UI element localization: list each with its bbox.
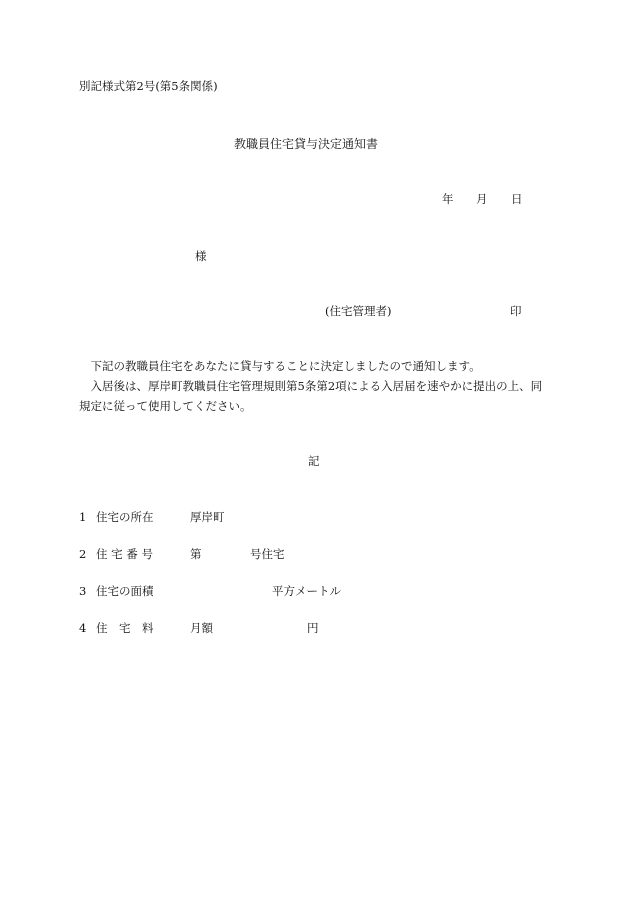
item-house-number-prefix: 第	[190, 547, 202, 561]
notes-heading: 記	[308, 454, 320, 468]
body-text	[79, 356, 551, 416]
item-number-3: 3	[79, 584, 87, 598]
item-house-number-suffix: 号住宅	[250, 547, 285, 561]
body-paragraph-1: 下記の教職員住宅をあなたに貸与することに決定しましたので通知します。	[90, 359, 481, 373]
form-reference: 別記様式第2号(第5条関係)	[79, 79, 218, 93]
item-rent-unit: 円	[307, 621, 319, 635]
item-label-location: 住宅の所在	[96, 510, 154, 524]
item-label-area: 住宅の面積	[96, 584, 154, 598]
seal-mark: 印	[510, 304, 522, 318]
recipient-honorific: 様	[195, 249, 207, 263]
body-paragraph-2: 入居後は、厚岸町教職員住宅管理規則第5条第2項による入居届を速やかに提出の上、同規定に従って使用してください。	[79, 379, 543, 413]
item-number-4: 4	[79, 621, 87, 635]
item-label-rent: 住 宅 料	[96, 621, 154, 635]
date-day: 日	[511, 192, 523, 206]
date-month: 月	[476, 192, 488, 206]
item-label-house-number: 住 宅 番 号	[96, 547, 153, 561]
sender-role: (住宅管理者)	[325, 304, 392, 318]
date-year: 年	[442, 192, 454, 206]
item-number-2: 2	[79, 547, 87, 561]
item-number-1: 1	[79, 510, 87, 524]
item-area-unit: 平方メートル	[272, 584, 341, 598]
document-title: 教職員住宅貸与決定通知書	[234, 137, 379, 151]
item-value-location: 厚岸町	[190, 510, 225, 524]
item-rent-prefix: 月額	[190, 621, 213, 635]
